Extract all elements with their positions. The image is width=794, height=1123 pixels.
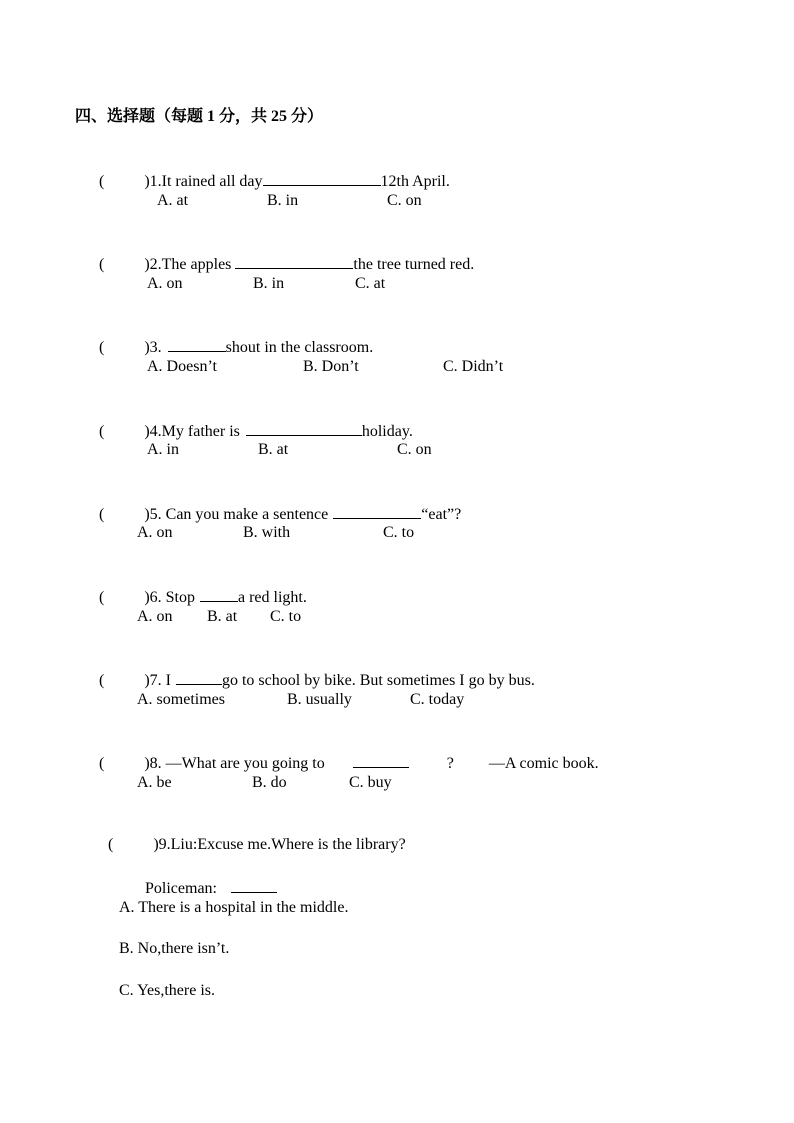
question-9 [100, 815, 406, 855]
question-7 [91, 648, 535, 691]
answer-blank[interactable] [333, 502, 421, 519]
question-7-after: go to school by bike. But sometimes I go by bus. [221, 672, 535, 689]
q8-option-c[interactable]: C. buy [349, 774, 392, 791]
answer-paren-open: ( [99, 256, 105, 273]
q1-option-a[interactable]: A. at [157, 192, 189, 209]
q2-option-a[interactable]: A. on [147, 275, 183, 292]
question-2-after: the tree turned red. [353, 256, 475, 273]
answer-paren-open: ( [99, 339, 105, 356]
q9-option-a[interactable]: A. There is a hospital in the middle. [119, 899, 349, 916]
answer-paren-open: ( [99, 173, 105, 190]
q3-option-a[interactable]: A. Doesn’t [147, 358, 217, 375]
answer-blank[interactable] [231, 876, 277, 893]
answer-paren-open: ( [99, 589, 105, 606]
q6-option-c[interactable]: C. to [270, 608, 302, 625]
question-6-text: )6. Stop [144, 589, 195, 606]
q5-option-b[interactable]: B. with [243, 524, 291, 541]
question-7-text: )7. I [144, 672, 171, 689]
q4-option-c[interactable]: C. on [397, 441, 432, 458]
question-5-text: )5. Can you make a sentence [144, 506, 329, 523]
question-3 [91, 315, 373, 358]
question-8-text: )8. —What are you going to [144, 755, 325, 772]
question-8-after: ? [446, 755, 454, 772]
answer-blank[interactable] [200, 585, 238, 602]
q7-option-b[interactable]: B. usually [287, 691, 352, 708]
question-8-answer: —A comic book. [488, 755, 599, 772]
question-4-text: )4.My father is [144, 423, 240, 440]
question-5-after: “eat”? [421, 506, 462, 523]
policeman-label: Policeman: [145, 880, 217, 897]
q1-option-c[interactable]: C. on [387, 192, 422, 209]
question-1-text: )1.It rained all day [144, 173, 263, 190]
q9-option-b[interactable]: B. No,there isn’t. [119, 940, 230, 957]
answer-paren-open: ( [99, 423, 105, 440]
q9-option-c[interactable]: C. Yes,there is. [119, 982, 216, 999]
q5-option-c[interactable]: C. to [383, 524, 415, 541]
question-1-after: 12th April. [380, 173, 450, 190]
answer-paren-open: ( [99, 506, 105, 523]
q4-option-b[interactable]: B. at [258, 441, 289, 458]
question-9-text: )9.Liu:Excuse me.Where is the library? [153, 836, 406, 853]
answer-blank[interactable] [263, 169, 381, 186]
question-2 [91, 232, 474, 275]
answer-paren-open: ( [108, 836, 114, 853]
q1-option-b[interactable]: B. in [267, 192, 299, 209]
q8-option-b[interactable]: B. do [252, 774, 287, 791]
q3-option-c[interactable]: C. Didn’t [443, 358, 504, 375]
q5-option-a[interactable]: A. on [137, 524, 173, 541]
q4-option-a[interactable]: A. in [147, 441, 179, 458]
q2-option-b[interactable]: B. in [253, 275, 285, 292]
question-2-text: )2.The apples [144, 256, 232, 273]
answer-paren-open: ( [99, 672, 105, 689]
q7-option-a[interactable]: A. sometimes [137, 691, 225, 708]
question-3-after: shout in the classroom. [225, 339, 374, 356]
answer-blank[interactable] [246, 419, 362, 436]
question-8 [91, 731, 599, 774]
question-6 [91, 565, 307, 608]
q3-option-b[interactable]: B. Don’t [303, 358, 359, 375]
q6-option-b[interactable]: B. at [207, 608, 238, 625]
answer-blank[interactable] [176, 668, 222, 685]
question-5 [91, 482, 461, 525]
q7-option-c[interactable]: C. today [410, 691, 465, 708]
question-6-after: a red light. [238, 589, 307, 606]
question-1 [91, 149, 450, 192]
q2-option-c[interactable]: C. at [355, 275, 386, 292]
question-9-policeman [137, 856, 277, 899]
question-4-after: holiday. [361, 423, 413, 440]
answer-blank[interactable] [353, 751, 409, 768]
answer-blank[interactable] [168, 335, 226, 352]
answer-blank[interactable] [235, 252, 353, 269]
question-4 [91, 399, 413, 442]
question-3-text: )3. [144, 339, 162, 356]
section-title: 四、选择题（每题 1 分，共 25 分） [75, 108, 324, 125]
q6-option-a[interactable]: A. on [137, 608, 173, 625]
q8-option-a[interactable]: A. be [137, 774, 172, 791]
answer-paren-open: ( [99, 755, 105, 772]
